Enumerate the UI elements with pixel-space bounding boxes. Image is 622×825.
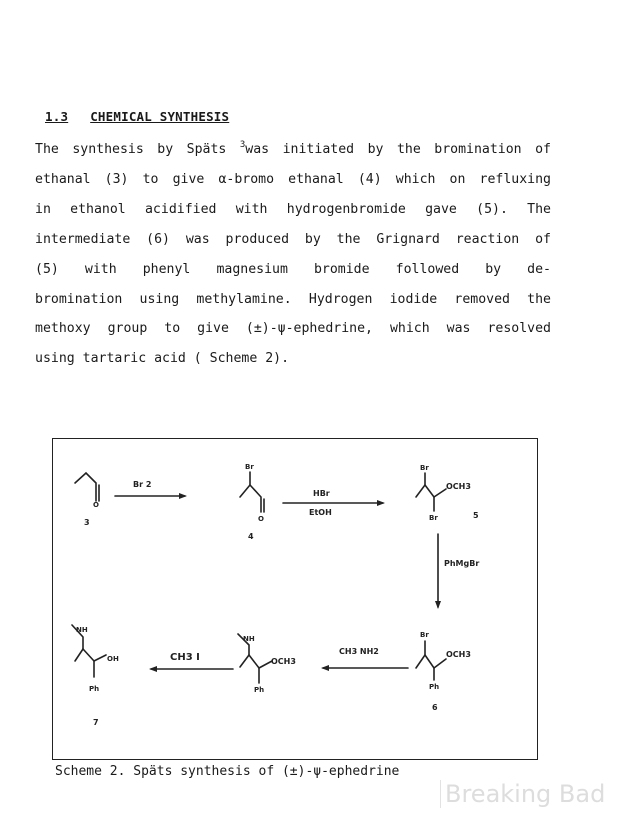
reagent-phmgbr: PhMgBr bbox=[444, 559, 480, 568]
atom-label-nh: NH bbox=[243, 635, 255, 643]
compound-number-6: 6 bbox=[432, 703, 438, 712]
arrow-head bbox=[149, 666, 157, 672]
paragraph-line: methoxy group to give (±)-ψ-ephedrine, which was resolved bbox=[35, 321, 551, 337]
bond bbox=[249, 655, 259, 683]
bond bbox=[240, 472, 250, 497]
paragraph-text: The synthesis by Späts bbox=[35, 142, 240, 157]
section-heading bbox=[45, 109, 229, 124]
arrow-head bbox=[321, 665, 329, 671]
reagent-etoh: EtOH bbox=[309, 508, 332, 517]
reagent-hbr: HBr bbox=[313, 489, 330, 498]
scheme-diagram bbox=[53, 439, 537, 759]
atom-label-nh: NH bbox=[76, 626, 88, 634]
compound-number-4: 4 bbox=[248, 532, 254, 541]
atom-label-ph: Ph bbox=[254, 686, 265, 694]
bond bbox=[425, 655, 434, 680]
atom-label-och3: OCH3 bbox=[271, 657, 296, 666]
atom-label-br: Br bbox=[245, 463, 254, 471]
section-number: 1.3 bbox=[45, 109, 69, 124]
bond bbox=[250, 485, 261, 512]
watermark-logo: Breaking Bad bbox=[440, 780, 605, 808]
atom-label-ph: Ph bbox=[89, 685, 100, 693]
reagent-ch3i: CH3 I bbox=[170, 652, 200, 663]
bond bbox=[434, 489, 446, 497]
paragraph-text: was initiated by the bromination of bbox=[245, 142, 551, 157]
atom-label-o: O bbox=[93, 501, 99, 509]
paragraph-line: (5) with phenyl magnesium bromide followed by de- bbox=[35, 261, 551, 277]
atom-label-br: Br bbox=[420, 464, 429, 472]
paragraph-line: in ethanol acidified with hydrogenbromide gave (5). The bbox=[35, 201, 551, 217]
compound-number-5: 5 bbox=[473, 511, 479, 520]
scheme-caption: Scheme 2. Späts synthesis of (±)-ψ-ephedrine bbox=[55, 764, 400, 779]
structure-bromo-ethanal bbox=[240, 472, 264, 512]
bond bbox=[75, 473, 96, 501]
bond bbox=[75, 649, 83, 661]
atom-label-och3: OCH3 bbox=[446, 650, 471, 659]
bond bbox=[416, 641, 425, 668]
atom-label-och3: OCH3 bbox=[446, 482, 471, 491]
bond bbox=[434, 659, 446, 668]
structure-ethanal bbox=[75, 473, 99, 501]
reference-superscript: 3 bbox=[239, 140, 246, 150]
atom-label-o: O bbox=[258, 515, 264, 523]
bond bbox=[83, 649, 94, 677]
compound-number-3: 3 bbox=[84, 518, 90, 527]
reagent-ch3nh2: CH3 NH2 bbox=[339, 647, 379, 656]
body-paragraph bbox=[35, 135, 551, 374]
bond bbox=[240, 655, 249, 667]
reagent-br2: Br 2 bbox=[133, 480, 152, 489]
paragraph-line bbox=[35, 135, 551, 165]
compound-number-7: 7 bbox=[93, 718, 99, 727]
structure-compound-6 bbox=[416, 641, 446, 680]
bond bbox=[416, 473, 425, 497]
paragraph-line: using tartaric acid ( Scheme 2). bbox=[35, 351, 290, 367]
arrow-head bbox=[377, 500, 385, 506]
atom-label-ph: Ph bbox=[429, 683, 440, 691]
atom-label-oh: OH bbox=[107, 655, 119, 663]
atom-label-br: Br bbox=[420, 631, 429, 639]
reaction-scheme bbox=[52, 438, 538, 760]
bond bbox=[425, 485, 434, 511]
arrow-head bbox=[435, 601, 441, 609]
arrow-head bbox=[179, 493, 187, 499]
paragraph-line: bromination using methylamine. Hydrogen iodide removed the bbox=[35, 291, 551, 307]
atom-label-br: Br bbox=[429, 514, 438, 522]
paragraph-line: intermediate (6) was produced by the Grignard reaction of bbox=[35, 231, 551, 247]
section-title: CHEMICAL SYNTHESIS bbox=[90, 109, 230, 124]
bond bbox=[94, 655, 106, 661]
structure-compound-5 bbox=[416, 473, 446, 511]
paragraph-line: ethanal (3) to give α-bromo ethanal (4) which on refluxing bbox=[35, 171, 551, 187]
